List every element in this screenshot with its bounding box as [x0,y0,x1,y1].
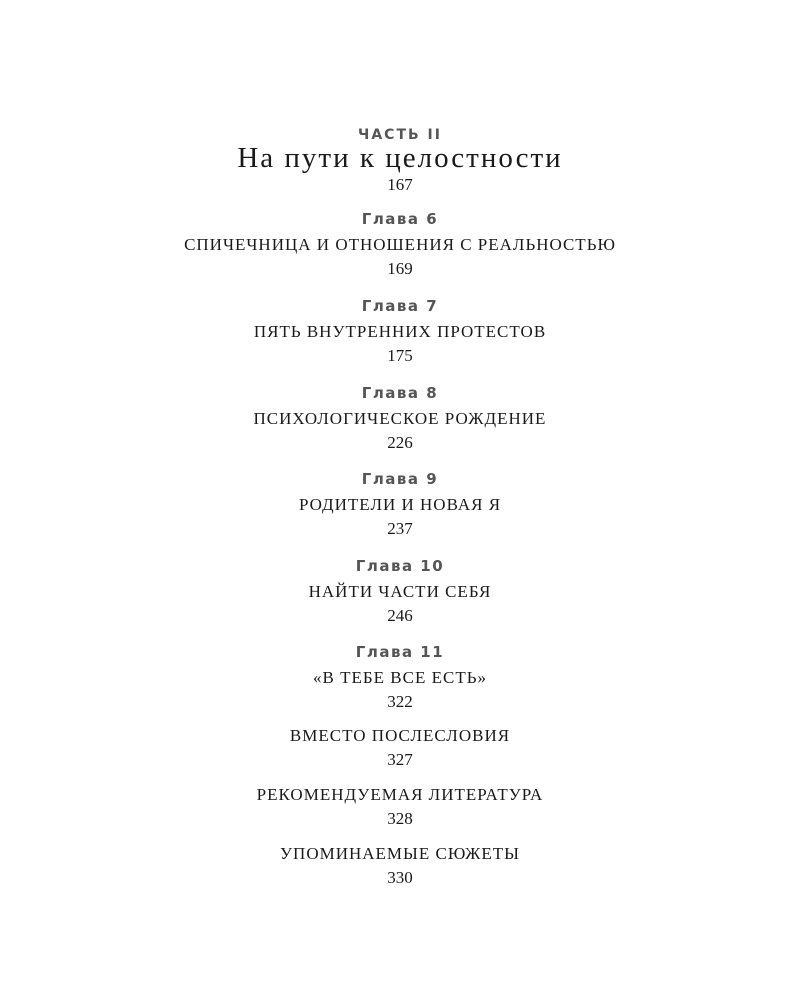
chapter-title: ПСИХОЛОГИЧЕСКОЕ РОЖДЕНИЕ [253,409,547,428]
toc-entry-afterword [0,724,800,771]
chapter-label: Глава 9 [361,470,439,488]
chapter-label: Глава 10 [355,557,445,575]
chapter-page-number: 322 [387,692,413,711]
chapter-title: СПИЧЕЧНИЦА И ОТНОШЕНИЯ С РЕАЛЬНОСТЬЮ [184,235,616,254]
chapter-label: Глава 6 [361,210,439,228]
chapter-page-number: 246 [387,606,413,625]
part-title: На пути к целостности [237,142,563,174]
section-page-number: 328 [387,809,413,828]
chapter-label: Глава 11 [355,643,445,661]
toc-entry-chapter-11 [0,642,800,713]
chapter-page-number: 237 [387,519,413,538]
chapter-title: НАЙТИ ЧАСТИ СЕБЯ [308,582,492,601]
chapter-page-number: 226 [387,433,413,452]
chapter-title: ПЯТЬ ВНУТРЕННИХ ПРОТЕСТОВ [253,322,547,341]
section-page-number: 327 [387,750,413,769]
toc-entry-chapter-9 [0,469,800,540]
toc-entry-chapter-10 [0,556,800,627]
toc-entry-chapter-8 [0,383,800,454]
section-title: РЕКОМЕНДУЕМАЯ ЛИТЕРАТУРА [256,785,544,804]
section-page-number: 330 [387,868,413,887]
part-page-number: 167 [387,175,413,194]
toc-entry-mentioned-stories [0,842,800,889]
section-title: ВМЕСТО ПОСЛЕСЛОВИЯ [289,726,511,745]
toc-entry-chapter-6 [0,209,800,280]
chapter-title: РОДИТЕЛИ И НОВАЯ Я [298,495,502,514]
chapter-label: Глава 7 [361,297,439,315]
part-label: ЧАСТЬ II [358,127,442,143]
chapter-title: «В ТЕБЕ ВСЕ ЕСТЬ» [313,668,487,687]
chapter-page-number: 169 [387,259,413,278]
chapter-page-number: 175 [387,346,413,365]
toc-entry-recommended-literature [0,783,800,830]
chapter-label: Глава 8 [361,384,439,402]
toc-entry-chapter-7 [0,296,800,367]
section-title: УПОМИНАЕМЫЕ СЮЖЕТЫ [280,844,520,863]
